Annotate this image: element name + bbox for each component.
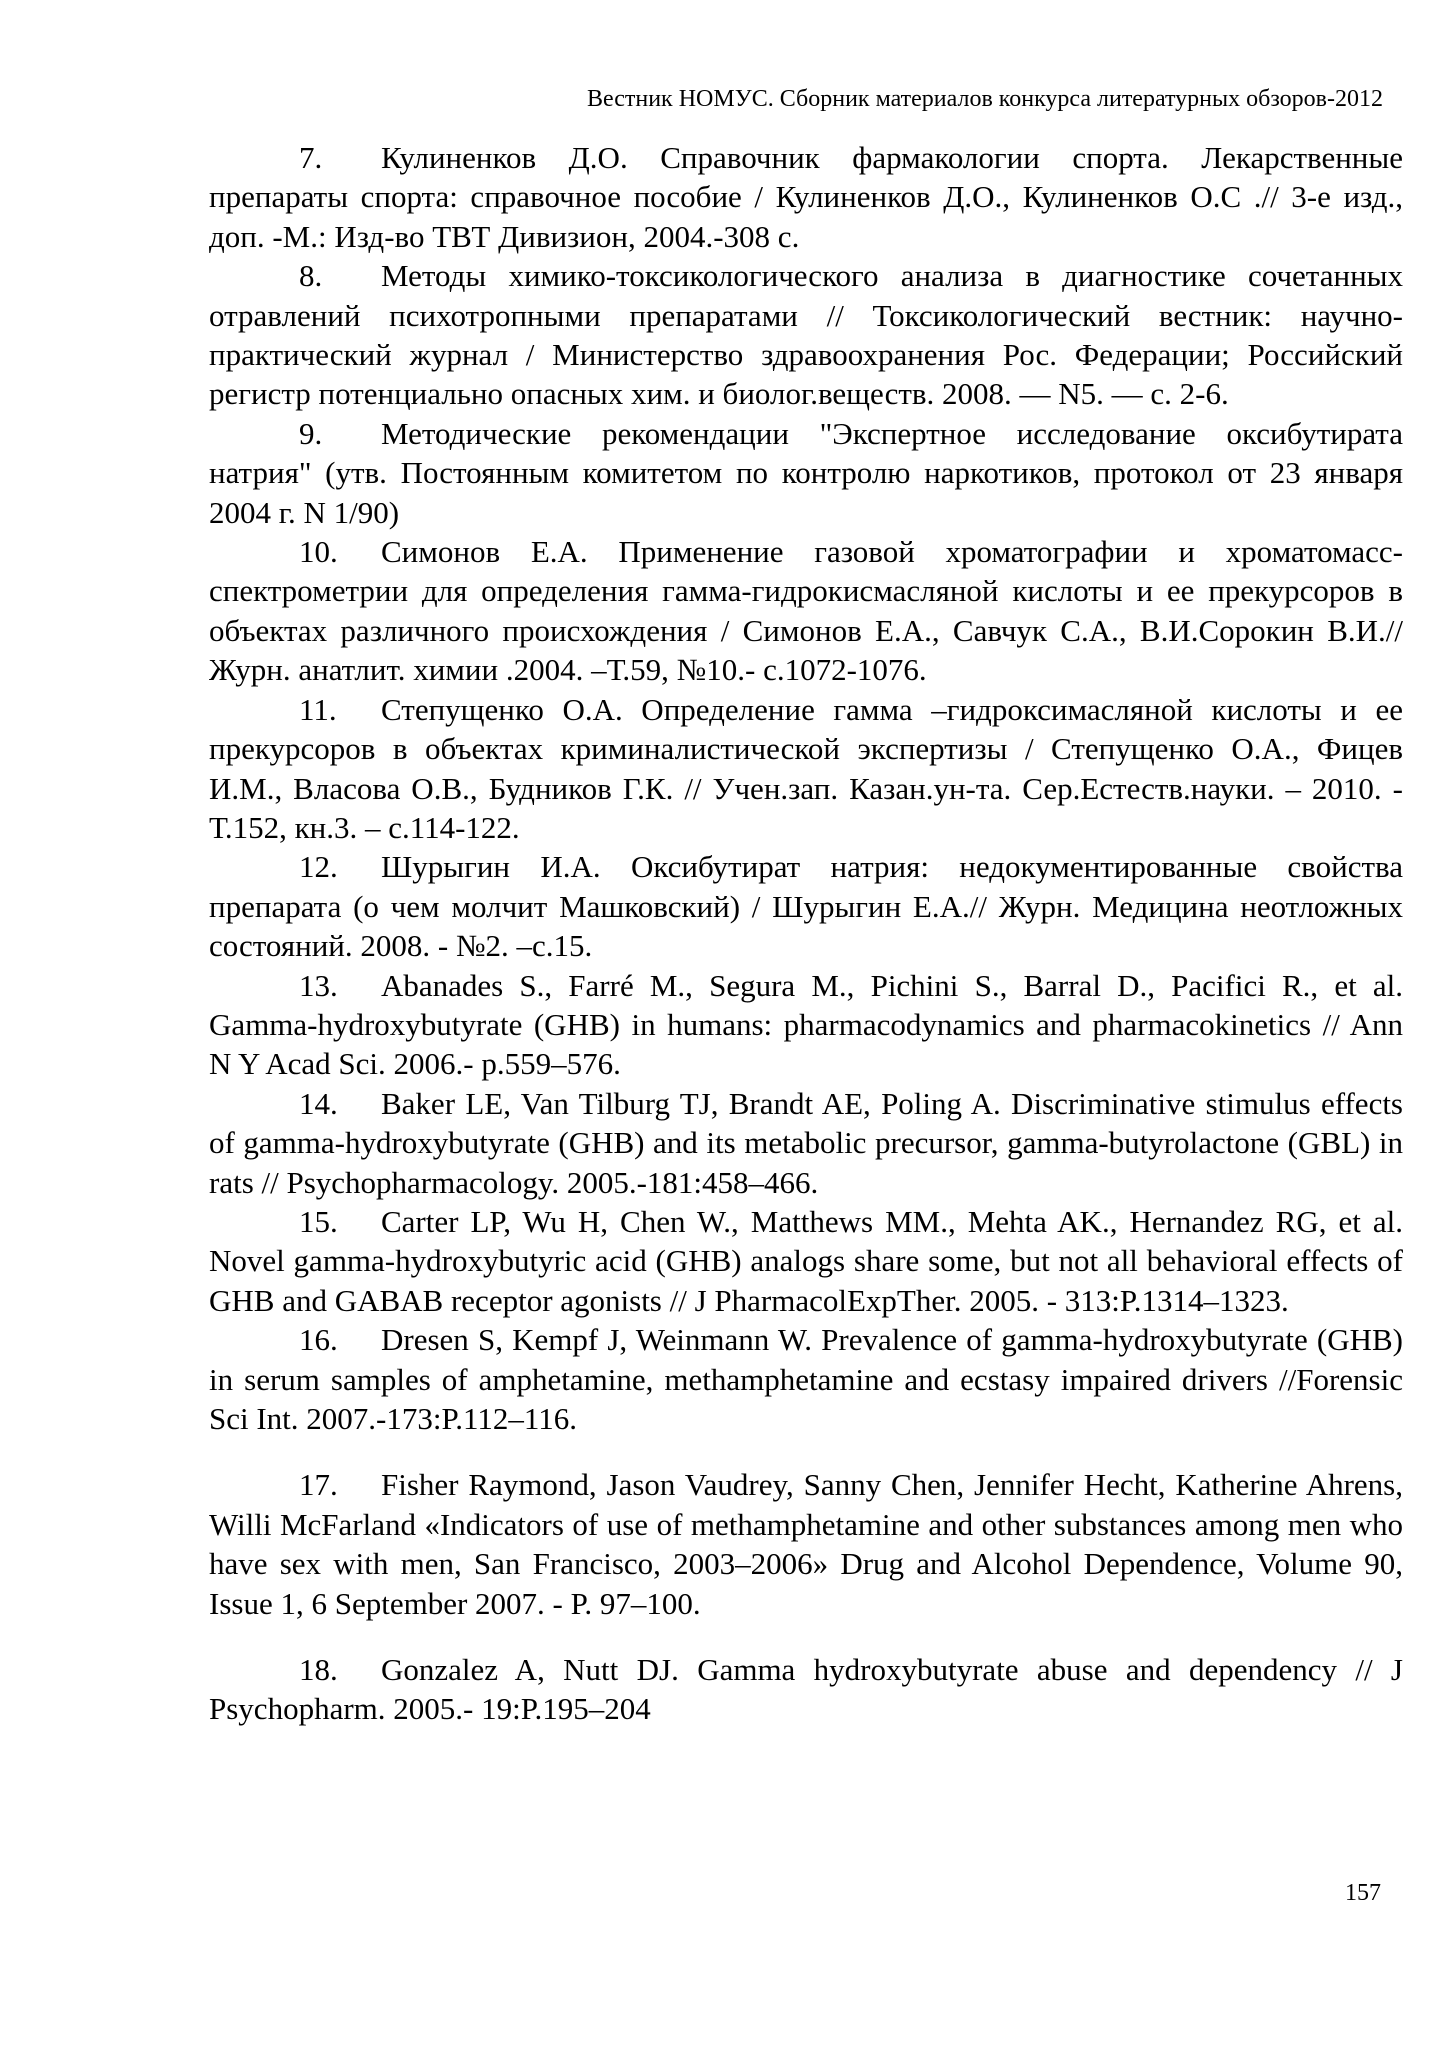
reference-list	[209, 138, 1403, 1729]
reference-number: 15.	[299, 1203, 338, 1239]
reference-item-11	[209, 690, 1403, 848]
reference-text: Abanades S., Farré M., Segura M., Pichini S., Barral D., Pacifici R., et al. Gamma-hydroxybutyrate (GHB) in humans: pharmacodynamics and pharmacokinetics // Ann N Y Acad Sci. 2006.- p.559–576.	[209, 967, 1403, 1082]
reference-item-12	[209, 847, 1403, 965]
reference-text: Методические рекомендации "Экспертное исследование оксибутирата натрия" (утв. Постоянным комитетом по контролю наркотиков, протокол от 23 января 2004 г. N 1/90)	[209, 415, 1403, 530]
reference-number: 16.	[299, 1322, 338, 1358]
reference-text: Fisher Raymond, Jason Vaudrey, Sanny Chen, Jennifer Hecht, Katherine Ahrens, Willi McFarland «Indicators of use of methamphetamine and other substances among men who have sex with men, San Francisco, 2003–2006» Drug and Alcohol Dependence, Volume 90, Issue 1, 6 September 2007. - P. 97–100.	[209, 1467, 1403, 1621]
reference-text: Шурыгин И.А. Оксибутират натрия: недокументированные свойства препарата (о чем молчит Машковский) / Шурыгин Е.А.// Журн. Медицина неотложных состояний. 2008. - №2. –с.15.	[209, 849, 1403, 964]
reference-item-7	[209, 138, 1403, 256]
reference-item-9	[209, 414, 1403, 532]
reference-number: 11.	[299, 691, 337, 727]
reference-text: Gonzalez A, Nutt DJ. Gamma hydroxybutyrate abuse and dependency // J Psychopharm. 2005.- 19:P.195–204	[209, 1652, 1403, 1727]
reference-text: Dresen S, Kempf J, Weinmann W. Prevalence of gamma-hydroxybutyrate (GHB) in serum samples of amphetamine, methamphetamine and ecstasy impaired drivers //Forensic Sci Int. 2007.-173:P.112–116.	[209, 1322, 1403, 1436]
reference-item-13	[209, 966, 1403, 1084]
reference-number: 17.	[299, 1467, 338, 1503]
reference-number: 18.	[299, 1652, 338, 1688]
reference-text: Carter LP, Wu H, Chen W., Matthews MM., Mehta AK., Hernandez RG, et al. Novel gamma-hydroxybutyric acid (GHB) analogs share some, but not all behavioral effects of GHB and GABAB receptor agonists // J PharmacolExpTher. 2005. - 313:P.1314–1323.	[209, 1203, 1403, 1318]
reference-number: 7.	[299, 140, 323, 175]
reference-number: 10.	[299, 534, 338, 570]
reference-number: 14.	[299, 1085, 338, 1121]
reference-item-15	[209, 1202, 1403, 1320]
reference-item-17	[209, 1465, 1403, 1623]
reference-text: Степущенко О.А. Определение гамма –гидроксимасляной кислоты и ее прекурсоров в объектах криминалистической экспертизы / Степущенко О.А., Фицев И.М., Власова О.В., Будников Г.К. // Учен.зап. Казан.ун-та. Сер.Естеств.науки. – 2010. - Т.152, кн.3. – с.114-122.	[209, 691, 1403, 845]
running-header: Вестник НОМУС. Сборник материалов конкурса литературных обзоров-2012	[586, 86, 1383, 112]
reference-item-8	[209, 256, 1403, 414]
reference-number: 13.	[299, 967, 338, 1003]
reference-item-16	[209, 1320, 1403, 1438]
reference-item-18	[209, 1650, 1403, 1729]
reference-text: Методы химико-токсикологического анализа в диагностике сочетанных отравлений психотропными препаратами // Токсикологический вестник: научно-практический журнал / Министерство здравоохранения Рос. Федерации; Российский регистр потенциально опасных хим. и биолог.веществ. 2008. — N5. — с. 2-6.	[209, 258, 1403, 412]
reference-text: Кулиненков Д.О. Справочник фармакологии спорта. Лекарственные препараты спорта: справочное пособие / Кулиненков Д.О., Кулиненков О.С .// 3-е изд., доп. -М.: Изд-во ТВТ Дивизион, 2004.-308 с.	[209, 140, 1403, 254]
reference-number: 12.	[299, 849, 338, 885]
reference-item-10	[209, 532, 1403, 690]
reference-text: Baker LE, Van Tilburg TJ, Brandt AE, Poling A. Discriminative stimulus effects of gamma-hydroxybutyrate (GHB) and its metabolic precursor, gamma-butyrolactone (GBL) in rats // Psychopharmacology. 2005.-181:458–466.	[209, 1085, 1403, 1200]
reference-number: 8.	[299, 258, 323, 294]
reference-text: Симонов Е.А. Применение газовой хроматографии и хроматомасс-спектрометрии для определения гамма-гидрокисмасляной кислоты и ее прекурсоров в объектах различного происхождения / Симонов Е.А., Савчук С.А., В.И.Сорокин В.И.// Журн. анатлит. химии .2004. –Т.59, №10.- с.1072-1076.	[209, 534, 1403, 688]
page-number: 157	[1345, 1880, 1381, 1906]
reference-item-14	[209, 1084, 1403, 1202]
reference-number: 9.	[299, 415, 323, 451]
